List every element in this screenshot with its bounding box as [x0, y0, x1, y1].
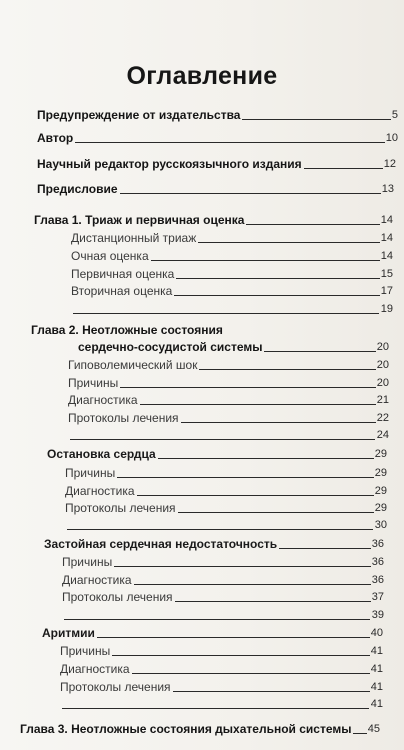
toc-page-number: 20	[376, 341, 389, 353]
toc-entry-treatment-protocols	[62, 586, 384, 604]
toc-entry-arrhythmias-end	[60, 693, 383, 711]
toc-page-number: 36	[371, 556, 384, 568]
toc-entry-diagnostics	[68, 389, 389, 407]
toc-page-number: 41	[370, 698, 383, 710]
leader-line	[137, 495, 374, 496]
toc-entry-causes	[68, 372, 389, 390]
leader-line	[120, 387, 376, 388]
toc-page-number: 36	[371, 574, 384, 586]
leader-line	[151, 260, 380, 261]
toc-entry-text: Застойная сердечная недостаточность	[44, 537, 278, 551]
toc-page-number: 24	[376, 429, 389, 441]
leader-line	[134, 584, 371, 585]
toc-entry-arrhythmias	[42, 622, 383, 640]
toc-entry-text: Предисловие	[37, 182, 118, 196]
toc-entry-text: Диагностика	[65, 484, 135, 498]
toc-page-number: 41	[370, 681, 383, 693]
toc-entry-author	[37, 127, 398, 145]
toc-entry-text: Диагностика	[60, 662, 130, 676]
leader-line	[73, 313, 379, 314]
leader-line	[158, 458, 374, 459]
toc-page-number: 15	[380, 268, 393, 280]
leader-line	[97, 637, 370, 638]
toc-entry-arrest-end	[65, 514, 387, 532]
toc-page-number: 21	[376, 394, 389, 406]
toc-entry-chf-end	[62, 604, 384, 622]
toc-entry-preface	[37, 178, 394, 196]
toc-entry-text: Диагностика	[68, 393, 138, 407]
toc-page-number: 30	[374, 519, 387, 531]
toc-page-number: 17	[380, 285, 393, 297]
toc-entry-text: Предупреждение от издательства	[37, 108, 241, 122]
toc-entry-text: Протоколы лечения	[68, 411, 179, 425]
toc-entry-treatment-protocols	[60, 676, 383, 694]
toc-entry-remote-triage	[71, 227, 393, 245]
toc-chapter-2-line-1	[31, 319, 331, 337]
toc-entry-text: Первичная оценка	[71, 267, 175, 281]
toc-entry-congestive-heart-failure	[44, 533, 384, 551]
toc-entry-causes	[62, 551, 384, 569]
leader-line	[199, 369, 375, 370]
toc-entry-text: Аритмии	[42, 626, 95, 640]
toc-entry-diagnostics	[60, 658, 383, 676]
toc-page-number: 19	[380, 303, 393, 315]
leader-line	[178, 512, 374, 513]
toc-entry-treatment-protocols	[68, 407, 389, 425]
leader-line	[264, 351, 375, 352]
toc-page-number: 45	[367, 723, 380, 735]
leader-line	[64, 619, 370, 620]
leader-line	[140, 404, 376, 405]
leader-line	[353, 733, 366, 734]
leader-line	[279, 548, 371, 549]
toc-page-number: 37	[371, 591, 384, 603]
leader-line	[120, 193, 381, 194]
leader-line	[173, 691, 370, 692]
toc-entry-primary	[71, 263, 393, 281]
leader-line	[176, 278, 379, 279]
toc-page-number: 29	[374, 502, 387, 514]
toc-page-number: 29	[374, 467, 387, 479]
toc-page-number: 36	[371, 538, 384, 550]
leader-line	[304, 168, 383, 169]
toc-entry-text: Гиповолемический шок	[68, 358, 198, 372]
toc-entry-text: Протоколы лечения	[60, 680, 171, 694]
toc-entry-text: Диагностика	[62, 573, 132, 587]
leader-line	[67, 529, 373, 530]
leader-line	[70, 439, 375, 440]
toc-entry-treatment-protocols	[65, 497, 387, 515]
toc-entry-hypovolemic-shock	[68, 354, 389, 372]
leader-line	[246, 224, 379, 225]
toc-entry-text: Причины	[65, 466, 116, 480]
toc-entry-publisher-warning	[37, 104, 398, 122]
leader-line	[62, 708, 369, 709]
toc-entry-text: Причины	[68, 376, 119, 390]
leader-line	[132, 673, 370, 674]
toc-page-number: 40	[370, 627, 383, 639]
leader-line	[117, 477, 374, 478]
toc-page-number: 20	[376, 359, 389, 371]
leader-line	[175, 601, 371, 602]
toc-page-number: 22	[376, 412, 389, 424]
toc-page-number: 29	[374, 448, 387, 460]
toc-entry-text: Причины	[60, 644, 111, 658]
toc-entry-text: Глава 1. Триаж и первичная оценка	[34, 213, 245, 227]
toc-chapter-2-line-2	[78, 336, 389, 354]
toc-entry-text: Глава 3. Неотложные состояния дыхательной системы	[20, 722, 352, 736]
leader-line	[112, 655, 370, 656]
toc-page-number: 10	[385, 132, 398, 144]
leader-line	[114, 566, 371, 567]
toc-chapter-1	[34, 209, 393, 227]
toc-page-number: 29	[374, 485, 387, 497]
toc-entry-text: Причины	[62, 555, 113, 569]
toc-entry-text: Глава 2. Неотложные состояния	[31, 323, 223, 337]
toc-entry-causes	[65, 462, 387, 480]
toc-entry-diagnostics	[65, 480, 387, 498]
leader-line	[198, 242, 380, 243]
toc-entry-text: Протоколы лечения	[65, 501, 176, 515]
toc-page-number: 13	[381, 183, 394, 195]
toc-page-number: 39	[371, 609, 384, 621]
toc-page-number: 41	[370, 645, 383, 657]
toc-entry-text: Дистанционный триаж	[71, 231, 197, 245]
toc-page-number: 12	[383, 158, 396, 170]
toc-entry-science-editor	[37, 153, 396, 171]
leader-line	[174, 295, 379, 296]
leader-line	[242, 119, 390, 120]
toc-entry-in-person	[71, 245, 393, 263]
toc-entry-diagnostics	[62, 569, 384, 587]
toc-entry-text: Остановка сердца	[47, 447, 156, 461]
toc-entry-cardiac-arrest	[47, 443, 387, 461]
toc-chapter-3	[20, 718, 380, 736]
toc-page-number: 14	[380, 214, 393, 226]
leader-line	[181, 422, 376, 423]
toc-entry-text: Автор	[37, 131, 74, 145]
page-title: Оглавление	[126, 62, 278, 90]
toc-entry-text: Протоколы лечения	[62, 590, 173, 604]
toc-entry-text: Очная оценка	[71, 249, 149, 263]
toc-entry-text: сердечно-сосудистой системы	[78, 340, 263, 354]
toc-page-number: 5	[391, 109, 398, 121]
toc-entry-secondary	[71, 280, 393, 298]
toc-page-number: 20	[376, 377, 389, 389]
leader-line	[75, 142, 384, 143]
toc-entry-causes	[60, 640, 383, 658]
toc-page-number: 14	[380, 232, 393, 244]
toc-page-number: 14	[380, 250, 393, 262]
toc-entry-text: Вторичная оценка	[71, 284, 173, 298]
toc-entry-chapter-1-end	[71, 298, 393, 316]
toc-page-number: 41	[370, 663, 383, 675]
toc-entry-shock-end	[68, 424, 389, 442]
toc-entry-text: Научный редактор русскоязычного издания	[37, 157, 302, 171]
